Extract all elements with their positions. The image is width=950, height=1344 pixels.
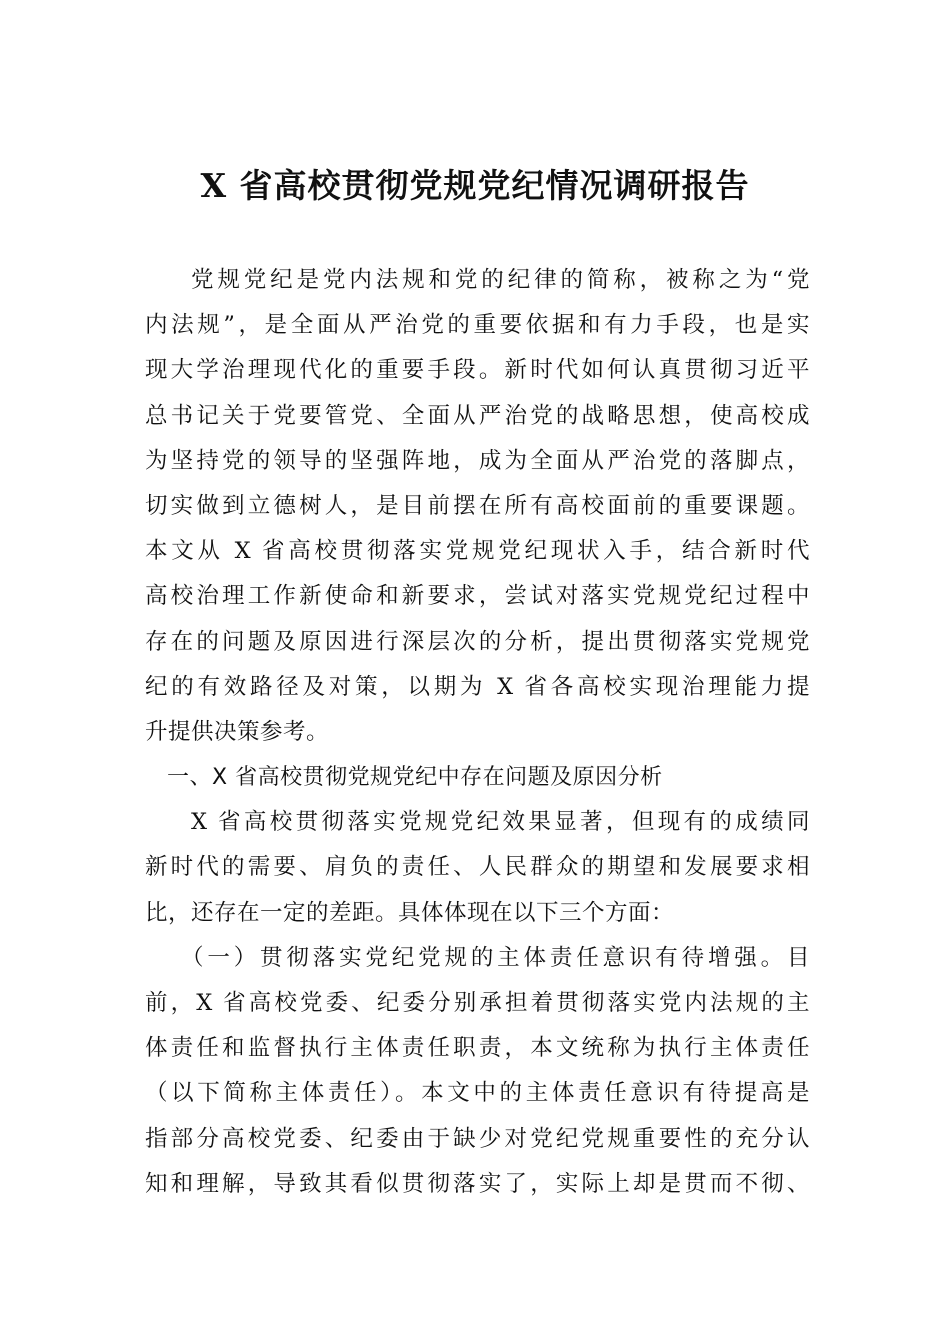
paragraph-line: 高校治理工作新使命和新要求，尝试对落实党规党纪过程中 [145, 583, 810, 610]
paragraph-line: 总书记关于党要管党、全面从严治党的战略思想，使高校成 [145, 402, 810, 429]
paragraph-line: 纪的有效路径及对策，以期为 X 省各高校实现治理能力提 [145, 673, 810, 700]
paragraph-line: 升提供决策参考。 [145, 718, 330, 745]
paragraph-line: 现大学治理现代化的重要手段。新时代如何认真贯彻习近平 [145, 357, 810, 384]
paragraph-line: 前，X 省高校党委、纪委分别承担着贯彻落实党内法规的主 [145, 990, 810, 1016]
paragraph-line: 党规党纪是党内法规和党的纪律的简称，被称之为“党 [191, 267, 810, 293]
paragraph-line: 新时代的需要、肩负的责任、人民群众的期望和发展要求相 [145, 854, 810, 881]
document-body [145, 258, 810, 1207]
paragraph-line: 内法规”，是全面从严治党的重要依据和有力手段，也是实 [145, 312, 810, 339]
paragraph-line: 体责任和监督执行主体责任职责，本文统称为执行主体责任 [145, 1035, 810, 1062]
section-heading: 一、X 省高校贯彻党规党纪中存在问题及原因分析 [167, 765, 663, 791]
subsection-line: （一）贯彻落实党纪党规的主体责任意识有待增强。目 [181, 944, 810, 971]
paragraph-line: 指部分高校党委、纪委由于缺少对党纪党规重要性的充分认 [145, 1125, 810, 1152]
paragraph-line: 存在的问题及原因进行深层次的分析，提出贯彻落实党规党 [145, 628, 810, 655]
paragraph-line: X 省高校贯彻落实党规党纪效果显著，但现有的成绩同 [191, 809, 810, 836]
paragraph-line: 为坚持党的领导的坚强阵地，成为全面从严治党的落脚点， [145, 447, 810, 474]
paragraph-line: 本文从 X 省高校贯彻落实党规党纪现状入手，结合新时代 [145, 538, 810, 565]
paragraph-line: 切实做到立德树人，是目前摆在所有高校面前的重要课题。 [145, 492, 810, 519]
paragraph-line: （以下简称主体责任）。本文中的主体责任意识有待提高是 [145, 1080, 810, 1107]
document-title: X 省高校贯彻党规党纪情况调研报告 [200, 166, 750, 205]
paragraph-line: 知和理解，导致其看似贯彻落实了，实际上却是贯而不彻、 [145, 1170, 810, 1197]
paragraph-line: 比，还存在一定的差距。具体体现在以下三个方面： [145, 899, 675, 926]
